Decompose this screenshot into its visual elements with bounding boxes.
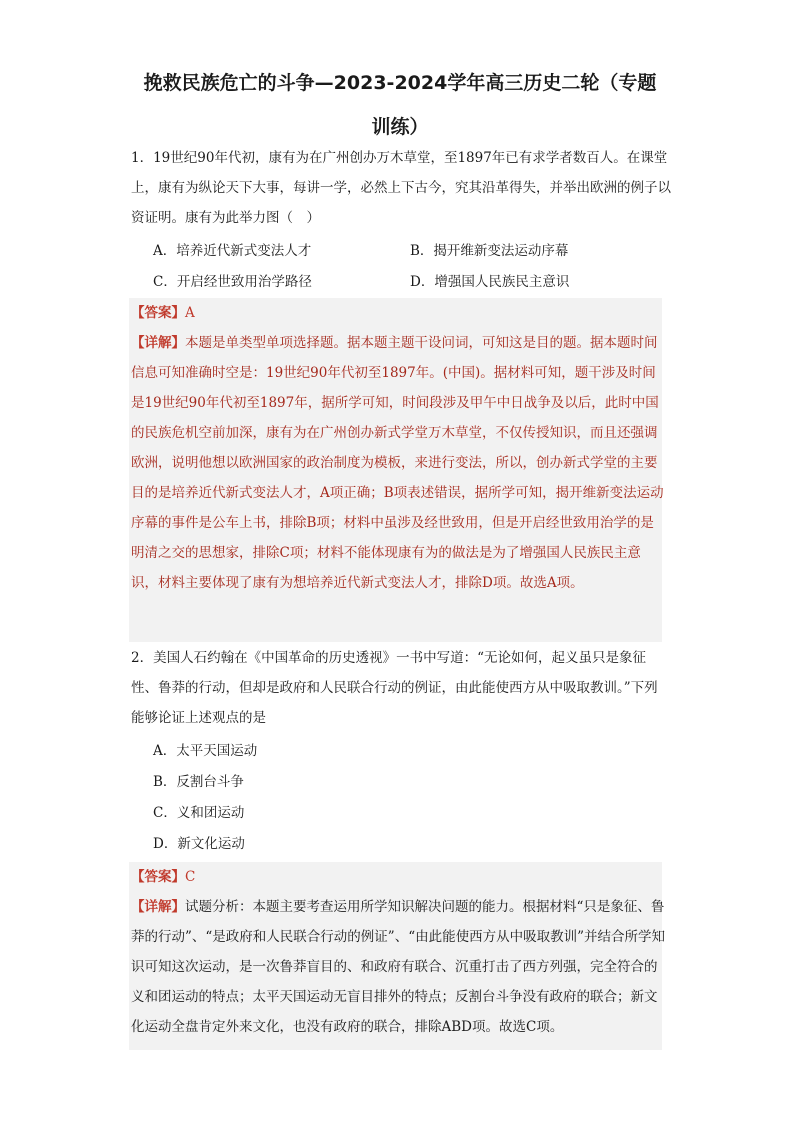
question-1-option-c: C．开启经世致用治学路径 bbox=[153, 274, 312, 290]
question-1-stem: 1．19世纪90年代初，康有为在广州创办万木草堂，至1897年已有求学者数百人。在课堂上，康有为纵论天下大事，每讲一学，必然上下古今，究其沿革得失，并举出欧洲的例子以资证明。康有为此举力图（ ） bbox=[131, 150, 671, 226]
answer-tag: 【答案】 bbox=[131, 305, 185, 321]
question-1-option-a: A．培养近代新式变法人才 bbox=[153, 243, 312, 259]
detail-1-text: 本题是单类型单项选择题。据本题主题干设问词，可知这是目的题。据本题时间信息可知准确时空是：19世纪90年代初至1897年。(中国)。据材料可知，题干涉及时间是19世纪90年代初至1897年，据所学可知，时间段涉及甲午中日战争及以后，此时中国的民族危机空前加深，康有为在广州创办新式学堂万木草堂，不仅传授知识，而且还强调欧洲，说明他想以欧洲国家的政治制度为模板，来进行变法，所以，创办新式学堂的主要目的是培养近代新式变法人才，A项正确；B项表述错误，据所学可知，揭开维新变法运动序幕的事件是公车上书，排除B项；材料中虽涉及经世致用，但是开启经世致用治学的是明清之交的思想家，排除C项；材料不能体现康有为的做法是为了增强国人民族民主意识，材料主要体现了康有为想培养近代新式变法人才，排除D项。故选A项。 bbox=[131, 335, 664, 591]
answer-2 bbox=[131, 862, 195, 892]
answer-1 bbox=[131, 298, 195, 328]
question-2-option-b: B．反割台斗争 bbox=[153, 774, 244, 790]
answer-value: A bbox=[185, 305, 195, 321]
page-title: 挽救民族危亡的斗争—2023-2024学年高三历史二轮（专题 bbox=[143, 72, 657, 94]
answer-tag: 【答案】 bbox=[131, 869, 185, 885]
answer-value: C bbox=[185, 869, 196, 885]
detail-tag: 【详解】 bbox=[131, 335, 185, 351]
question-1-option-b: B．揭开维新变法运动序幕 bbox=[410, 243, 569, 259]
question-2-option-d: D．新文化运动 bbox=[153, 836, 245, 852]
question-2-stem: 2．美国人石约翰在《中国革命的历史透视》一书中写道：“无论如何，起义虽只是象征性、鲁莽的行动，但却是政府和人民联合行动的例证，由此能使西方从中吸取教训。”下列能够论证上述观点的是 bbox=[131, 650, 658, 726]
detail-tag: 【详解】 bbox=[131, 899, 185, 915]
detail-2-text: 试题分析：本题主要考查运用所学知识解决问题的能力。根据材料“只是象征、鲁莽的行动”、“是政府和人民联合行动的例证”、“由此能使西方从中吸取教训”并结合所学知识可知这次运动，是一次鲁莽盲目的、和政府有联合、沉重打击了西方列强，完全符合的义和团运动的特点；太平天国运动无盲目排外的特点；反割台斗争没有政府的联合；新文化运动全盘肯定外来文化，也没有政府的联合，排除ABD项。故选C项。 bbox=[131, 899, 666, 1035]
question-2-option-a: A．太平天国运动 bbox=[153, 743, 258, 759]
detail-2 bbox=[131, 892, 666, 1042]
question-1-option-d: D．增强国人民族民主意识 bbox=[410, 274, 570, 290]
question-2-option-c: C．义和团运动 bbox=[153, 805, 245, 821]
detail-1 bbox=[131, 328, 666, 598]
page-title-continued: 训练） bbox=[371, 116, 429, 138]
